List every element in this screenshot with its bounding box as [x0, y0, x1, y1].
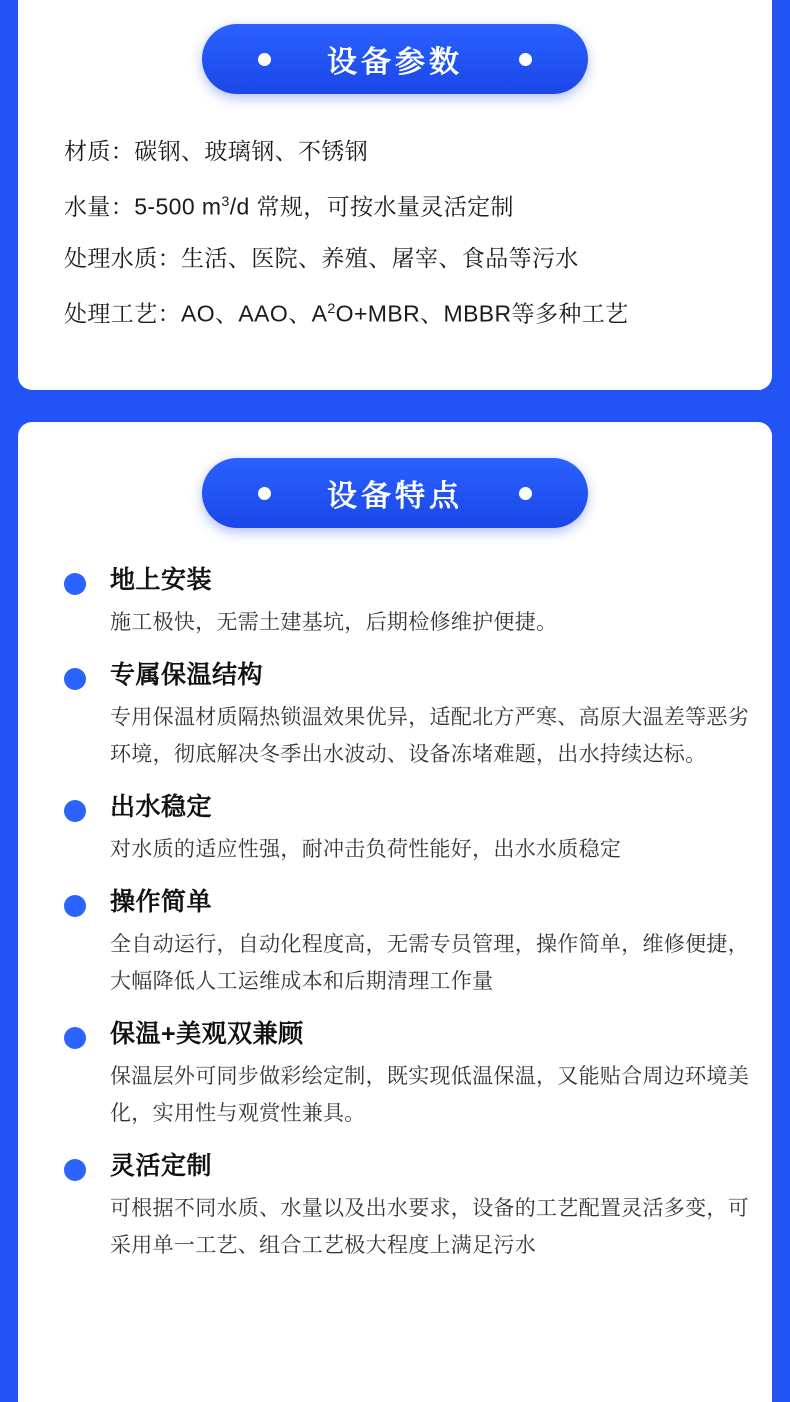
feature-item — [64, 1016, 752, 1132]
parameter-value-superscript: 3 — [221, 194, 230, 210]
parameter-value-post: /d 常规，可按水量灵活定制 — [229, 193, 514, 220]
feature-description: 对水质的适应性强，耐冲击负荷性能好，出水水质稳定 — [110, 838, 622, 861]
parameters-heading-pill — [202, 24, 588, 94]
feature-title: 出水稳定 — [110, 793, 213, 821]
feature-title: 灵活定制 — [110, 1152, 213, 1180]
feature-description: 保温层外可同步做彩绘定制，既实现低温保温，又能贴合周边环境美化，实用性与观赏性兼具。 — [110, 1065, 749, 1125]
bullet-circle-icon — [64, 800, 86, 822]
bullet-circle-icon — [64, 895, 86, 917]
feature-description: 全自动运行，自动化程度高，无需专员管理，操作简单，维修便捷，大幅降低人工运维成本和后期清理工作量 — [110, 933, 749, 993]
bullet-dot-left-icon — [258, 487, 271, 500]
parameters-card — [18, 0, 772, 390]
bullet-circle-icon — [64, 668, 86, 690]
feature-item — [64, 562, 752, 641]
parameter-label: 处理水质： — [64, 244, 181, 271]
parameters-list — [64, 126, 754, 339]
parameter-row — [64, 284, 754, 340]
bullet-dot-right-icon — [519, 487, 532, 500]
parameters-heading-label: 设备参数 — [327, 46, 463, 79]
parameter-label: 材质： — [64, 138, 135, 164]
parameter-row — [64, 126, 754, 177]
bullet-circle-icon — [64, 1159, 86, 1181]
parameter-value-pre: AO、AAO、A — [181, 300, 328, 327]
parameter-value-superscript: 2 — [327, 300, 336, 317]
bullet-dot-left-icon — [258, 53, 271, 66]
parameter-label: 水量： — [64, 193, 135, 220]
bullet-circle-icon — [64, 573, 86, 595]
parameter-row — [64, 233, 754, 284]
bullet-circle-icon — [64, 1027, 86, 1049]
parameter-value-post: O+MBR、MBBR等多种工艺 — [335, 300, 629, 327]
parameter-value: 生活、医院、养殖、屠宰、食品等污水 — [181, 244, 579, 271]
parameter-value-pre: 5-500 m — [134, 193, 222, 220]
parameter-value: 碳钢、玻璃钢、不锈钢 — [134, 138, 369, 164]
feature-title: 地上安装 — [110, 566, 213, 594]
feature-item — [64, 789, 752, 868]
features-list — [64, 562, 752, 1280]
bullet-dot-right-icon — [519, 53, 532, 66]
parameter-label: 处理工艺： — [64, 300, 181, 327]
feature-item — [64, 884, 752, 1000]
features-heading-label: 设备特点 — [327, 480, 463, 513]
parameter-row — [64, 177, 754, 233]
feature-title: 保温+美观双兼顾 — [110, 1020, 304, 1048]
feature-title: 操作简单 — [110, 888, 213, 916]
feature-title: 专属保温结构 — [110, 661, 264, 689]
feature-item — [64, 1148, 752, 1264]
feature-description: 施工极快，无需土建基坑，后期检修维护便捷。 — [110, 611, 558, 634]
feature-item — [64, 657, 752, 773]
features-heading-pill — [202, 458, 588, 528]
feature-description: 专用保温材质隔热锁温效果优异，适配北方严寒、高原大温差等恶劣环境，彻底解决冬季出水波动、设备冻堵难题，出水持续达标。 — [110, 706, 749, 766]
feature-description: 可根据不同水质、水量以及出水要求，设备的工艺配置灵活多变，可采用单一工艺、组合工艺极大程度上满足污水 — [110, 1197, 749, 1257]
features-card — [18, 422, 772, 1402]
